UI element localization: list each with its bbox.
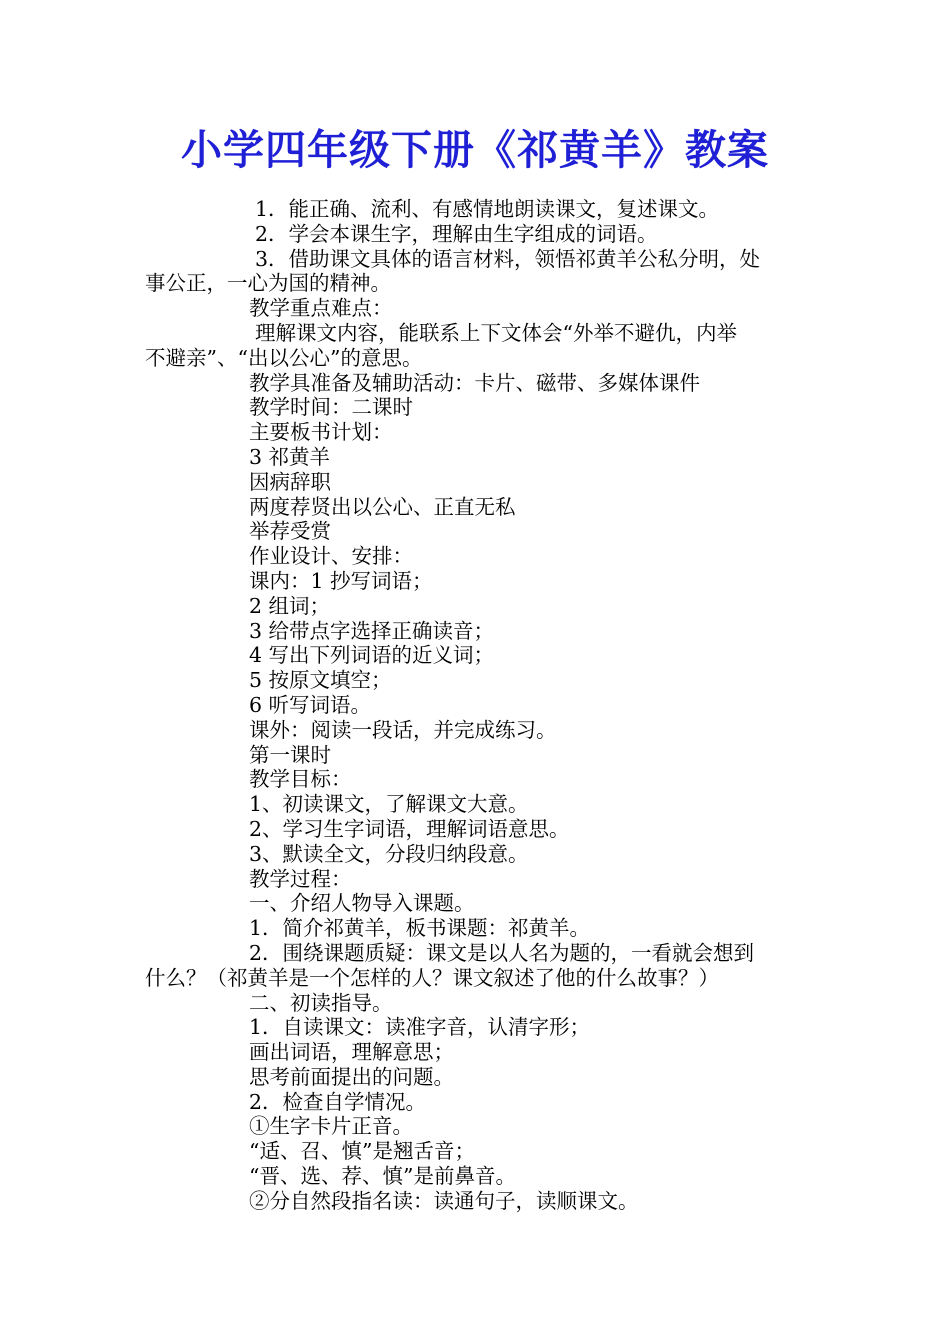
text-line: 4 写出下列词语的近义词； [249,643,495,668]
text-line: 教学重点难点： [249,296,393,321]
document-title: 小学四年级下册《祁黄羊》教案 [181,126,769,174]
text-line: ①生字卡片正音。 [249,1114,413,1139]
text-line: 1．能正确、流利、有感情地朗读课文，复述课文。 [255,197,720,221]
text-line: “晋、选、荐、慎”是前鼻音。 [249,1164,516,1189]
text-line: 3 给带点字选择正确读音； [249,618,495,643]
text-line: 2、学习生字词语，理解词语意思。 [249,816,570,841]
text-line: 6 听写词语。 [249,692,372,717]
text-line: 教学时间：二课时 [249,395,413,420]
text-line: 因病辞职 [249,469,331,494]
text-line: 2．检查自学情况。 [249,1089,427,1114]
text-line: “适、召、慎”是翘舌音； [249,1139,475,1164]
text-line: 主要板书计划： [249,420,393,445]
text-line: 3、默读全文，分段归纳段意。 [249,841,529,866]
text-line: 教学过程： [249,866,352,891]
text-line: 理解课文内容，能联系上下文体会“外举不避仇，内举 [255,320,737,345]
document-body [145,197,810,1214]
text-line: 一、介绍人物导入课题。 [249,891,475,916]
text-line: 1、初读课文，了解课文大意。 [249,792,529,817]
text-line: 2．学会本课生字，理解由生字组成的词语。 [255,221,658,246]
text-line: 不避亲”、“出以公心”的意思。 [145,345,423,370]
text-line: 1．简介祁黄羊，板书课题：祁黄羊。 [249,916,591,941]
text-line: 5 按原文填空； [249,668,392,693]
text-line: 第一课时 [249,742,331,767]
text-line: ②分自然段指名读：读通句子，读顺课文。 [249,1188,639,1213]
text-line: 画出词语，理解意思； [249,1040,454,1065]
text-line: 课外：阅读一段话，并完成练习。 [249,717,557,742]
text-line: 举荐受赏 [249,519,331,544]
text-line: 两度荐贤出以公心、正直无私 [249,494,516,519]
text-line: 事公正，一心为国的精神。 [145,271,391,296]
text-line: 课内：1 抄写词语； [249,568,433,593]
text-line: 教学具准备及辅助活动：卡片、磁带、多媒体课件 [249,370,700,395]
text-line: 3．借助课文具体的语言材料，领悟祁黄羊公私分明，处 [255,246,761,271]
text-line: 什么？（祁黄羊是一个怎样的人？课文叙述了他的什么故事？） [145,965,719,990]
text-line: 2．围绕课题质疑：课文是以人名为题的，一看就会想到 [249,940,755,965]
text-line: 2 组词； [249,593,331,618]
text-line: 二、初读指导。 [249,990,393,1015]
text-line: 3 祁黄羊 [249,444,331,469]
text-line: 思考前面提出的问题。 [249,1064,454,1089]
text-line: 1．自读课文：读准字音，认清字形； [249,1015,591,1040]
text-line: 作业设计、安排： [249,544,413,569]
text-line: 教学目标： [249,767,352,792]
